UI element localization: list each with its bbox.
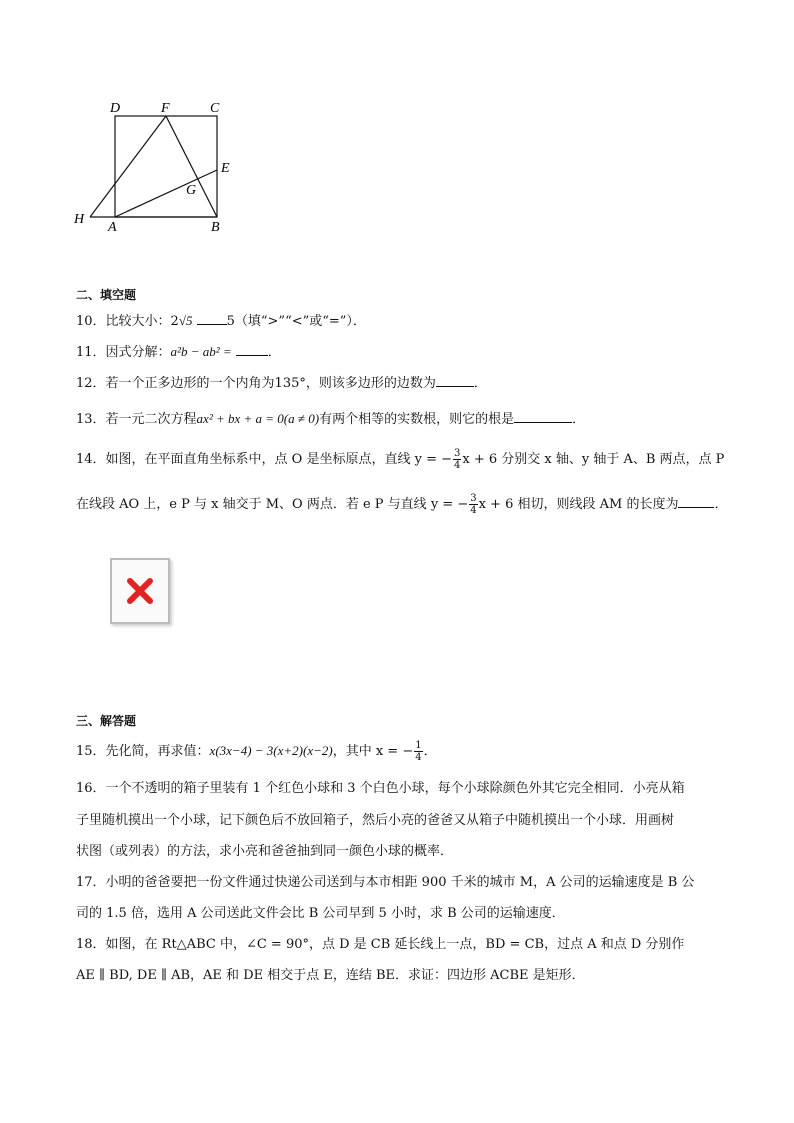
line-fb <box>166 116 217 217</box>
question-10 <box>76 311 366 331</box>
fraction <box>414 740 422 763</box>
answer-blank[interactable] <box>436 373 474 387</box>
q10-sqrt: √5 <box>178 313 193 328</box>
broken-image-icon <box>126 577 154 605</box>
q13-pre: 13．若一元二次方程 <box>76 412 197 427</box>
geometry-figure <box>70 96 240 236</box>
fraction <box>453 448 461 471</box>
q13-end: ． <box>572 412 586 427</box>
square-diagram <box>70 96 240 236</box>
answer-blank[interactable] <box>514 409 572 423</box>
square-abcd <box>115 116 217 217</box>
q15-mid: ，其中 x = − <box>332 744 414 759</box>
label-b: B <box>211 220 220 235</box>
q11-expr: a²b − ab² = <box>170 344 232 359</box>
label-d: D <box>110 101 121 116</box>
question-12 <box>76 373 487 393</box>
q12-post: ． <box>473 376 487 391</box>
question-18-line-1: 18．如图，在 Rt△ABC 中，∠C = 90°，点 D 是 CB 延长线上一点，BD = CB，过点 A 和点 D 分别作 <box>76 937 685 952</box>
answer-blank[interactable] <box>678 494 714 508</box>
q15-expr: x(3x−4) − 3(x+2)(x−2) <box>209 743 333 758</box>
label-g: G <box>186 183 197 198</box>
question-11 <box>76 342 281 362</box>
broken-image-frame <box>110 558 170 624</box>
question-16-line-2: 子里随机摸出一个小球，记下颜色后不放回箱子，然后小亮的爸爸又从箱子中随机摸出一个小球．用画树 <box>76 813 675 828</box>
question-18-line-2: AE ∥ BD, DE ∥ AB，AE 和 DE 相交于点 E，连结 BE．求证：四边形 ACBE 是矩形． <box>76 968 585 983</box>
q14-line2-pre: 在线段 AO 上，e P 与 x 轴交于 M、O 两点．若 e P 与直线 y = − <box>76 497 469 512</box>
answer-blank[interactable] <box>197 311 227 325</box>
q11-post: ． <box>267 345 281 360</box>
question-14-line-1 <box>76 448 724 471</box>
line-ae <box>115 170 217 217</box>
label-e: E <box>221 161 230 176</box>
q15-pre: 15．先化简，再求值： <box>76 744 210 759</box>
question-17-line-2: 司的 1.5 倍，选用 A 公司送此文件会比 B 公司早到 5 小时，求 B 公司的运输速度． <box>76 906 565 921</box>
fraction <box>469 493 477 516</box>
fraction-num: 1 <box>415 740 422 751</box>
q10-pre: 10．比较大小：2 <box>76 314 179 329</box>
q14-line1-post: x + 6 分别交 x 轴、y 轴于 A、B 两点，点 P <box>462 452 725 467</box>
fraction-den: 4 <box>415 752 422 763</box>
question-17-line-1: 17．小明的爸爸要把一份文件通过快递公司送到与本市相距 900 千米的城市 M，A 公司的运输速度是 B 公 <box>76 875 695 890</box>
q13-expr: ax² + bx + a = 0(a ≠ 0) <box>196 411 320 426</box>
question-16-line-3: 状图（或列表）的方法，求小亮和爸爸抽到同一颜色小球的概率． <box>76 844 454 859</box>
section-title-fill: 二、填空题 <box>76 288 137 302</box>
q14-line2-post: x + 6 相切，则线段 AM 的长度为 <box>478 497 679 512</box>
label-c: C <box>210 101 220 116</box>
q14-line1-pre: 14．如图，在平面直角坐标系中，点 O 是坐标原点，直线 y = − <box>76 452 452 467</box>
q11-pre: 11．因式分解： <box>76 345 171 360</box>
answer-blank[interactable] <box>236 342 268 356</box>
fraction-num: 3 <box>470 493 477 504</box>
question-16-line-1: 16．一个不透明的箱子里装有 1 个红色小球和 3 个白色小球，每个小球除颜色外其它完全相同．小亮从箱 <box>76 781 685 796</box>
q15-end: ． <box>423 744 437 759</box>
label-f: F <box>161 101 170 116</box>
line-hf <box>90 116 166 217</box>
question-15 <box>76 740 437 763</box>
q14-end: ． <box>714 497 728 512</box>
fraction-num: 3 <box>454 448 461 459</box>
q12-text: 12．若一个正多边形的一个内角为135°，则该多边形的边数为 <box>76 376 436 391</box>
question-14-line-2 <box>76 493 727 516</box>
q13-post: 有两个相等的实数根，则它的根是 <box>319 412 515 427</box>
fraction-den: 4 <box>470 505 477 516</box>
label-a: A <box>108 220 117 235</box>
section-title-solve: 三、解答题 <box>76 714 137 728</box>
broken-image-placeholder <box>110 558 170 624</box>
question-13 <box>76 409 585 429</box>
fraction-den: 4 <box>454 460 461 471</box>
label-h: H <box>74 212 85 227</box>
q10-post: 5（填“>”“<”或“=”）． <box>226 314 366 329</box>
